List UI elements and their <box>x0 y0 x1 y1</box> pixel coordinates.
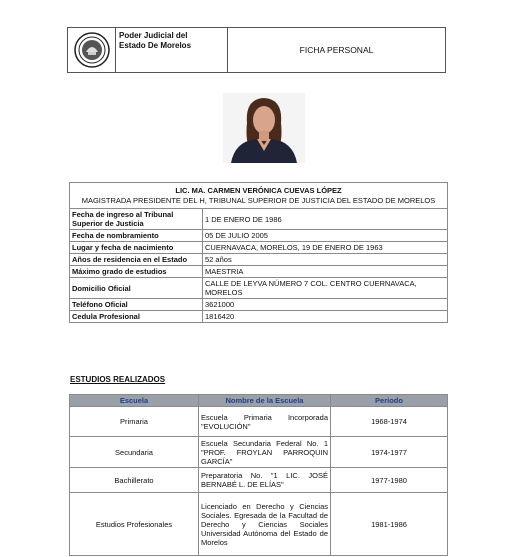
field-row <box>70 209 448 230</box>
org-line-1: Poder Judicial del <box>119 31 188 40</box>
org-line-2: Estado De Morelos <box>119 41 192 50</box>
field-value: 3621000 <box>203 299 448 311</box>
organization-name <box>116 28 228 72</box>
table-row <box>70 493 448 556</box>
table-row <box>70 468 448 493</box>
study-period: 1981-1986 <box>331 493 448 556</box>
study-period: 1974-1977 <box>331 437 448 468</box>
study-level: Primaria <box>70 407 199 437</box>
study-school: Preparatoria No. "1 LIC. JOSÉ BERNABÉ L. DE ELÍAS" <box>199 468 331 493</box>
personal-data-table <box>69 182 448 323</box>
field-label: Teléfono Oficial <box>70 299 203 311</box>
field-value: MAESTRIA <box>203 266 448 278</box>
study-school: Escuela Primaria Incorporada "EVOLUCIÓN" <box>199 407 331 437</box>
seal-icon <box>74 32 110 68</box>
study-period: 1968-1974 <box>331 407 448 437</box>
study-school: Escuela Secundaria Federal No. 1 "PROF. FROYLAN PARROQUIN GARCÍA" <box>199 437 331 468</box>
field-row <box>70 230 448 242</box>
field-label: Domicilio Oficial <box>70 278 203 299</box>
field-label: Fecha de nombramiento <box>70 230 203 242</box>
field-label: Años de residencia en el Estado <box>70 254 203 266</box>
document-header <box>67 27 446 73</box>
person-position: MAGISTRADA PRESIDENTE DEL H, TRIBUNAL SUPERIOR DE JUSTICIA DEL ESTADO DE MORELOS <box>81 195 436 205</box>
study-period: 1977-1980 <box>331 468 448 493</box>
field-row <box>70 242 448 254</box>
studies-header-row <box>70 395 448 407</box>
study-level: Secundaria <box>70 437 199 468</box>
field-value: 1 DE ENERO DE 1986 <box>203 209 448 230</box>
column-header-school-level: Escuela <box>70 395 199 407</box>
column-header-period: Periodo <box>331 395 448 407</box>
field-value: 05 DE JULIO 2005 <box>203 230 448 242</box>
table-row <box>70 437 448 468</box>
field-label: Fecha de ingreso al Tribunal Superior de Justicia <box>70 209 203 230</box>
field-label: Lugar y fecha de nacimiento <box>70 242 203 254</box>
studies-section-title: ESTUDIOS REALIZADOS <box>70 375 166 384</box>
field-value: CUERNAVACA, MORELOS, 19 DE ENERO DE 1963 <box>203 242 448 254</box>
person-name: LIC. MA. CARMEN VERÓNICA CUEVAS LÓPEZ <box>175 186 342 195</box>
field-row <box>70 254 448 266</box>
field-label: Cedula Profesional <box>70 311 203 323</box>
logo-cell <box>68 28 116 72</box>
person-header-cell <box>70 183 448 209</box>
field-row <box>70 311 448 323</box>
column-header-school-name: Nombre de la Escuela <box>199 395 331 407</box>
profile-photo <box>223 93 305 163</box>
field-value: CALLE DE LEYVA NÚMERO 7 COL. CENTRO CUERNAVACA, MORELOS <box>203 278 448 299</box>
study-school: Licenciado en Derecho y Ciencias Sociales. Egresada de la Facultad de Derecho y Ciencias Sociales Universidad Autónoma del Estado de Morelos <box>199 493 331 556</box>
table-row <box>70 407 448 437</box>
field-row <box>70 299 448 311</box>
study-level: Estudios Profesionales <box>70 493 199 556</box>
study-level: Bachillerato <box>70 468 199 493</box>
studies-table <box>69 394 448 556</box>
field-label: Máximo grado de estudios <box>70 266 203 278</box>
field-value: 52 años <box>203 254 448 266</box>
field-row <box>70 266 448 278</box>
field-row <box>70 278 448 299</box>
field-value: 1816420 <box>203 311 448 323</box>
form-title: FICHA PERSONAL <box>299 45 374 55</box>
